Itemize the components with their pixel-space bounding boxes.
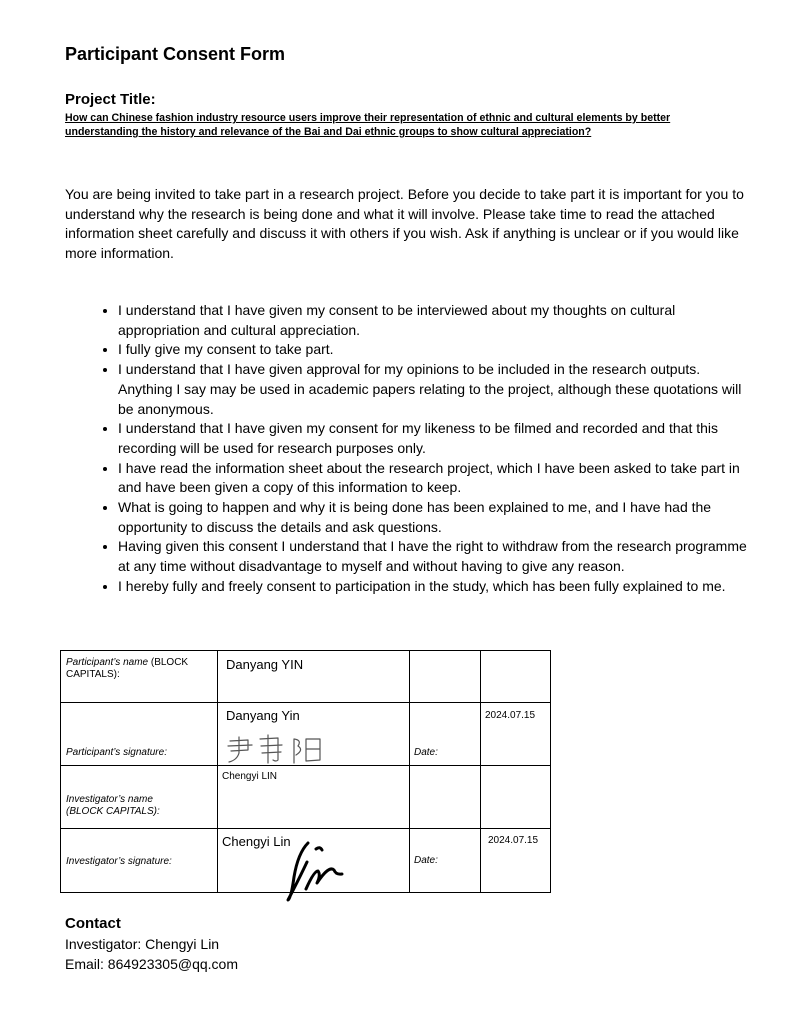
form-title: Participant Consent Form <box>65 44 286 64</box>
contact-email: Email: 864923305@qq.com <box>65 956 238 972</box>
investigator-name-row <box>61 766 551 829</box>
investigator-handwritten-signature <box>284 837 354 907</box>
intro-paragraph: You are being invited to take part in a research project. Before you decide to take part it is important for you to understand why the research is being done and what it will involve. Please take time to read the attached information sheet carefully and discuss it with others if you wish. Ask if anything is unclear or if you would like more information. <box>65 186 744 261</box>
consent-statement: • I understand that I have given my consent for my likeness to be filmed and recorded and that this recording will be used for research purposes only. <box>118 419 755 458</box>
consent-statement: • I hereby fully and freely consent to participation in the study, which has been fully explained to me. <box>118 577 755 597</box>
investigator-name-label: Investigator’s name (BLOCK CAPITALS): <box>66 794 160 817</box>
participant-signature-row <box>61 703 551 766</box>
participant-name-field[interactable] <box>218 651 410 703</box>
contact-investigator: Investigator: Chengyi Lin <box>65 936 220 952</box>
participant-name-label-suffix: (BLOCK CAPITALS): <box>66 657 189 680</box>
investigator-signature-label-cell <box>61 829 218 893</box>
consent-statement: • Having given this consent I understand that I have the right to withdraw from the research programme at any time without disadvantage to myself and without having to give any reason. <box>118 537 755 576</box>
signature-table <box>60 650 551 893</box>
participant-signature-field[interactable] <box>218 703 410 766</box>
investigator-signature-label: Investigator’s signature: <box>66 856 172 867</box>
participant-signature-typed: Danyang Yin <box>226 708 300 723</box>
participant-name-label-cell <box>61 651 218 703</box>
consent-statement: • I understand that I have given approval for my opinions to be included in the research outputs. Anything I say may be used in academic papers relating to the project, although these quotations will be anonymous. <box>118 360 755 419</box>
contact-heading: Contact <box>65 915 121 932</box>
investigator-name-field[interactable] <box>218 766 410 829</box>
project-title-heading: Project Title: <box>65 91 156 108</box>
participant-name-label: Participant’s name <box>66 657 149 668</box>
empty-cell <box>410 766 481 829</box>
investigator-name-value: Chengyi LIN <box>222 771 278 782</box>
investigator-signature-row <box>61 829 551 893</box>
date-label: Date: <box>414 747 438 758</box>
participant-name-row <box>61 651 551 703</box>
investigator-date-label-cell <box>410 829 481 893</box>
consent-statement: • I understand that I have given my consent to be interviewed about my thoughts on cultural appropriation and cultural appreciation. <box>118 301 755 340</box>
empty-cell <box>410 651 481 703</box>
empty-cell <box>481 651 551 703</box>
consent-statement: • I fully give my consent to take part. <box>118 340 755 360</box>
participant-handwritten-signature <box>226 733 346 765</box>
investigator-name-label-cell <box>61 766 218 829</box>
participant-signature-label: Participant’s signature: <box>66 747 167 758</box>
participant-date-field[interactable] <box>481 703 551 766</box>
investigator-signature-field[interactable] <box>218 829 410 893</box>
investigator-signature-typed: Chengyi Lin <box>222 834 291 849</box>
investigator-date-value: 2024.07.15 <box>488 835 539 846</box>
consent-statement: • I have read the information sheet about the research project, which I have been asked to take part in and have been given a copy of this information to keep. <box>118 459 755 498</box>
participant-name-value: Danyang YIN <box>226 657 304 672</box>
participant-date-value: 2024.07.15 <box>485 710 536 721</box>
date-label: Date: <box>414 855 438 866</box>
participant-signature-label-cell <box>61 703 218 766</box>
consent-statement-list <box>65 301 755 597</box>
empty-cell <box>481 766 551 829</box>
investigator-date-field[interactable] <box>481 829 551 893</box>
consent-statement: • What is going to happen and why it is being done has been explained to me, and I have had the opportunity to discuss the details and ask questions. <box>118 498 755 537</box>
project-title-text: How can Chinese fashion industry resource users improve their representation of ethnic and cultural elements by better understanding the history and relevance of the Bai and Dai ethnic groups to show cultural appreciation? <box>65 112 671 138</box>
participant-date-label-cell <box>410 703 481 766</box>
